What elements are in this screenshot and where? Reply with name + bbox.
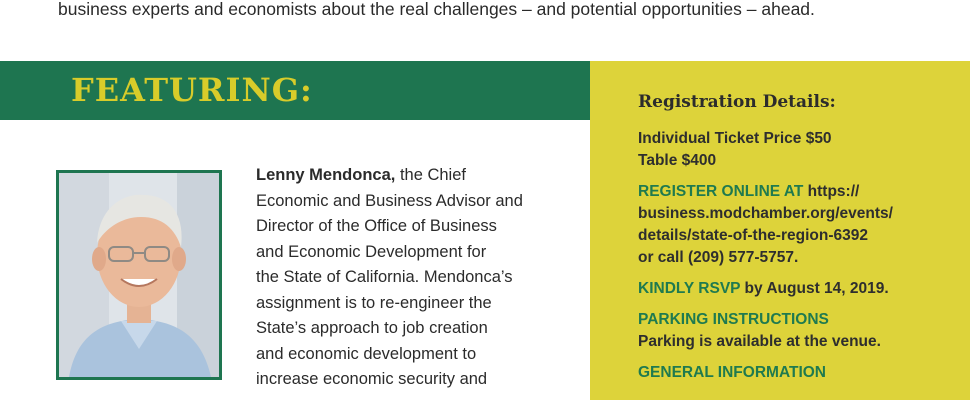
bio-line: the State of California. Mendonca’s	[256, 268, 513, 286]
speaker-portrait-illustration	[59, 173, 219, 377]
table-price: Table $400	[638, 152, 717, 169]
bio-line: and economic development to	[256, 344, 477, 363]
registration-panel	[590, 61, 970, 400]
register-url-part[interactable]: business.modchamber.org/events/	[638, 205, 893, 222]
rsvp-label: KINDLY RSVP	[638, 280, 741, 297]
bio-line: increase economic security and	[256, 370, 488, 388]
speaker-photo	[59, 173, 219, 377]
parking-text: Parking is available at the venue.	[638, 333, 881, 350]
parking-label: PARKING INSTRUCTIONS	[638, 311, 829, 328]
speaker-bio	[256, 163, 556, 393]
registration-heading: Registration Details:	[638, 92, 836, 112]
featuring-heading: FEATURING:	[71, 71, 313, 109]
intro-text: business experts and economists about the real challenges – and potential opportunities – ahead.	[58, 0, 815, 19]
bio-line: and Economic Development for	[256, 242, 487, 261]
register-url-part[interactable]: details/state-of-the-region-6392	[638, 227, 868, 244]
bio-line: State’s approach to job creation	[256, 319, 488, 337]
bio-line: assignment is to re-engineer the	[256, 293, 492, 312]
register-block	[638, 181, 970, 269]
general-label: GENERAL INFORMATION	[638, 364, 827, 381]
ticket-price: Individual Ticket Price $50	[638, 130, 832, 147]
general-block	[638, 362, 970, 384]
register-phone: or call (209) 577-5757.	[638, 249, 799, 266]
parking-block	[638, 309, 970, 353]
rsvp-text: by August 14, 2019.	[740, 280, 889, 297]
speaker-name: Lenny Mendonca,	[256, 166, 396, 184]
speaker-photo-frame	[56, 170, 222, 380]
bio-text: the Chief	[395, 166, 466, 184]
bio-line: Economic and Business Advisor and	[256, 191, 523, 210]
pricing-block	[638, 128, 970, 172]
bio-line: Director of the Office of Business	[256, 217, 497, 235]
register-label: REGISTER ONLINE AT	[638, 183, 804, 200]
register-url-part[interactable]: https://	[803, 183, 860, 200]
bio-line	[256, 163, 556, 189]
rsvp-block	[638, 278, 970, 300]
